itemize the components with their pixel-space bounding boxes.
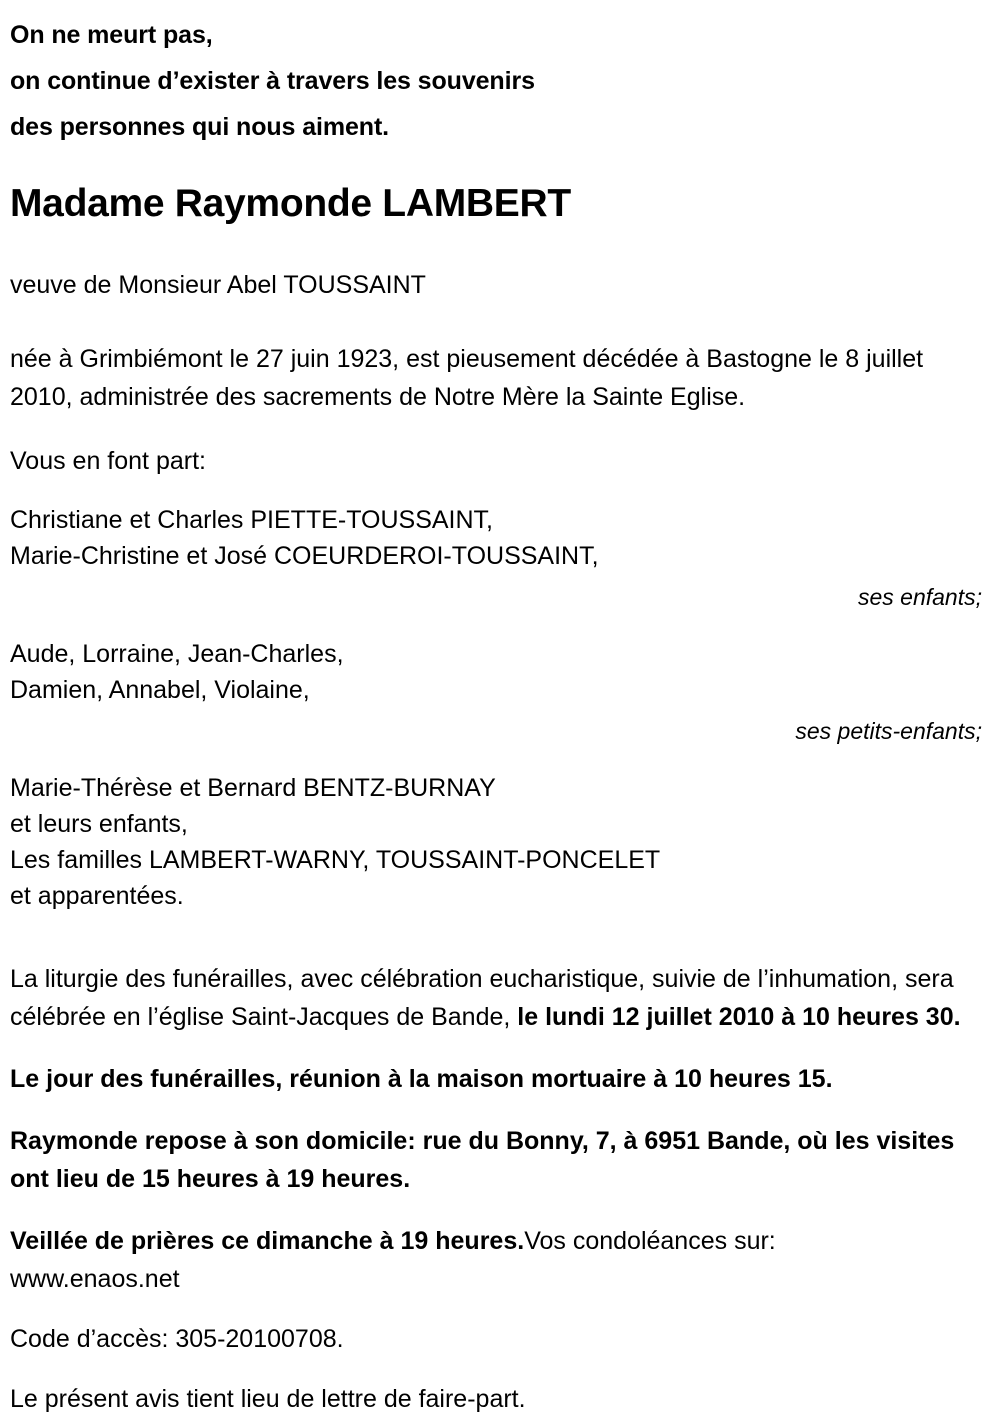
closing-statement: Le présent avis tient lieu de lettre de faire-part. (10, 1385, 526, 1413)
family-group-children (10, 502, 990, 614)
epigraph (10, 12, 990, 150)
family-group-relatives (10, 770, 990, 914)
family-line: Marie-Christine et José COEURDEROI-TOUSSAINT, (10, 542, 599, 570)
vigil-text: Veillée de prières ce dimanche à 19 heures. (10, 1227, 525, 1255)
deceased-name-block (10, 178, 990, 302)
relation-label-grandchildren: ses petits-enfants; (795, 718, 982, 744)
repose-notice: Raymonde repose à son domicile: rue du Bonny, 7, à 6951 Bande, où les visites ont lieu de 15 heures à 19 heures. (10, 1127, 955, 1193)
family-line: Les familles LAMBERT-WARNY, TOUSSAINT-PONCELET (10, 846, 661, 874)
epigraph-line-2: on continue d’exister à travers les souvenirs (10, 67, 535, 95)
family-line: Damien, Annabel, Violaine, (10, 676, 310, 704)
biography-paragraph: née à Grimbiémont le 27 juin 1923, est pieusement décédée à Bastogne le 8 juillet 2010, administrée des sacrements de Notre Mère la Sainte Eglise. (10, 345, 924, 411)
condolences-website[interactable]: www.enaos.net (10, 1265, 180, 1293)
liturgy-datetime: le lundi 12 juillet 2010 à 10 heures 30. (517, 1003, 961, 1031)
family-line: Marie-Thérèse et Bernard BENTZ-BURNAY (10, 774, 496, 802)
relation-label-children: ses enfants; (857, 584, 982, 610)
family-group-grandchildren (10, 636, 990, 748)
condolences-text: Vos condoléances sur: (524, 1227, 776, 1255)
family-line: et apparentées. (10, 882, 184, 910)
epigraph-line-1: On ne meurt pas, (10, 21, 213, 49)
vigil-and-condolences (10, 1222, 990, 1298)
access-code: Code d’accès: 305-20100708. (10, 1325, 344, 1353)
deceased-name: Madame Raymonde LAMBERT (10, 182, 571, 225)
epigraph-line-3: des personnes qui nous aiment. (10, 113, 390, 141)
family-line: et leurs enfants, (10, 810, 188, 838)
family-line: Aude, Lorraine, Jean-Charles, (10, 640, 344, 668)
family-line: Christiane et Charles PIETTE-TOUSSAINT, (10, 506, 494, 534)
announcement-lead: Vous en font part: (10, 447, 206, 475)
liturgy-text: La liturgie des funérailles, avec célébration eucharistique, suivie de l’inhumation, sera célébrée en l’église Saint-Jacques de Bande, (10, 965, 954, 1031)
spouse-line: veuve de Monsieur Abel TOUSSAINT (10, 271, 426, 299)
gathering-notice: Le jour des funérailles, réunion à la maison mortuaire à 10 heures 15. (10, 1065, 833, 1093)
liturgy-paragraph (10, 960, 990, 1036)
